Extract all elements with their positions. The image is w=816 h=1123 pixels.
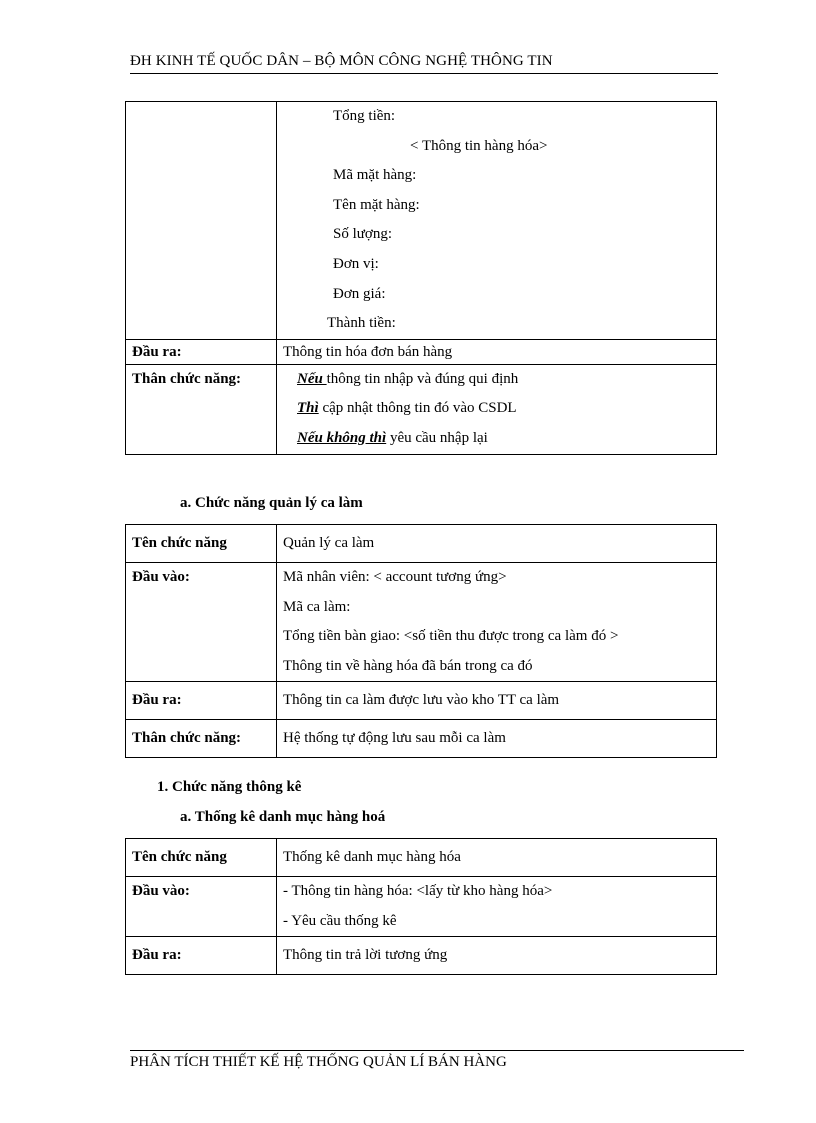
table-row: [126, 720, 717, 758]
function-body-value: [277, 364, 717, 454]
function-name-label: Tên chức năng: [126, 525, 277, 563]
table-row: [126, 839, 717, 877]
table-row: [126, 339, 717, 364]
field-item-code: Mã mặt hàng:: [333, 167, 417, 184]
input-line: Mã ca làm:: [283, 598, 351, 615]
input-output-table-shift: [125, 524, 717, 758]
field-unit: Đơn vị:: [333, 255, 379, 272]
keyword-if: Nếu: [297, 370, 327, 387]
output-value: Thông tin trả lời tương ứng: [277, 937, 717, 975]
function-name-label: Tên chức năng: [126, 839, 277, 877]
field-total: Tổng tiền:: [333, 108, 396, 124]
page-header: ĐH KINH TẾ QUỐC DÂN – BỘ MÔN CÔNG NGHỆ THÔNG TIN: [130, 53, 718, 74]
table-cell-value: [277, 102, 717, 340]
input-output-table-invoice: [125, 101, 717, 455]
function-body-value: Hệ thống tự động lưu sau mỗi ca làm: [277, 720, 717, 758]
field-unit-price: Đơn giá:: [333, 285, 386, 302]
keyword-else: Nếu không thì: [297, 429, 387, 446]
table-row: [126, 937, 717, 975]
table-row: [126, 525, 717, 563]
input-label: Đầu vào:: [126, 563, 277, 682]
condition-line-else: Nếu không thì yêu cầu nhập lại: [297, 429, 488, 446]
table-row: [126, 877, 717, 937]
function-body-label: Thân chức năng:: [126, 364, 277, 454]
table-row: [126, 364, 717, 454]
section-heading-goods-catalog-statistics: a. Thống kê danh mục hàng hoá: [180, 809, 386, 825]
condition-line-then: Thì cập nhật thông tin đó vào CSDL: [297, 400, 517, 417]
section-heading-statistics: 1. Chức năng thông kê: [157, 779, 302, 795]
table-cell-label: [126, 102, 277, 340]
output-label: Đầu ra:: [126, 339, 277, 364]
table-row: [126, 563, 717, 682]
input-line: Mã nhân viên: < account tương ứng>: [283, 569, 507, 585]
table-row: [126, 102, 717, 340]
input-line: - Thông tin hàng hóa: <lấy từ kho hàng hóa>: [283, 883, 553, 899]
section-heading-shift-management: a. Chức năng quản lý ca làm: [180, 495, 363, 511]
condition-line-if: Nếu thông tin nhập và đúng qui định: [297, 370, 519, 387]
output-value: Thông tin hóa đơn bán hàng: [277, 339, 717, 364]
function-name-value: Quản lý ca làm: [277, 525, 717, 563]
field-quantity: Số lượng:: [333, 226, 392, 243]
input-line: Thông tin về hàng hóa đã bán trong ca đó: [283, 657, 533, 674]
function-name-value: Thống kê danh mục hàng hóa: [277, 839, 717, 877]
output-label: Đầu ra:: [126, 682, 277, 720]
output-value: Thông tin ca làm được lưu vào kho TT ca làm: [277, 682, 717, 720]
input-line: - Yêu cầu thống kê: [283, 912, 397, 929]
field-item-name: Tên mặt hàng:: [333, 196, 420, 213]
input-value: [277, 877, 717, 937]
output-label: Đầu ra:: [126, 937, 277, 975]
table-row: [126, 682, 717, 720]
page-footer: PHÂN TÍCH THIẾT KẾ HỆ THỐNG QUẢN LÍ BÁN HÀNG: [130, 1050, 744, 1071]
input-value: [277, 563, 717, 682]
field-amount: Thành tiền:: [327, 315, 396, 332]
input-label: Đầu vào:: [126, 877, 277, 937]
function-body-label: Thân chức năng:: [126, 720, 277, 758]
input-line: Tổng tiền bàn giao: <số tiền thu được trong ca làm đó >: [283, 628, 619, 645]
goods-info-subheading: < Thông tin hàng hóa>: [410, 137, 548, 154]
input-output-table-statistics: [125, 838, 717, 975]
keyword-then: Thì: [297, 400, 319, 417]
